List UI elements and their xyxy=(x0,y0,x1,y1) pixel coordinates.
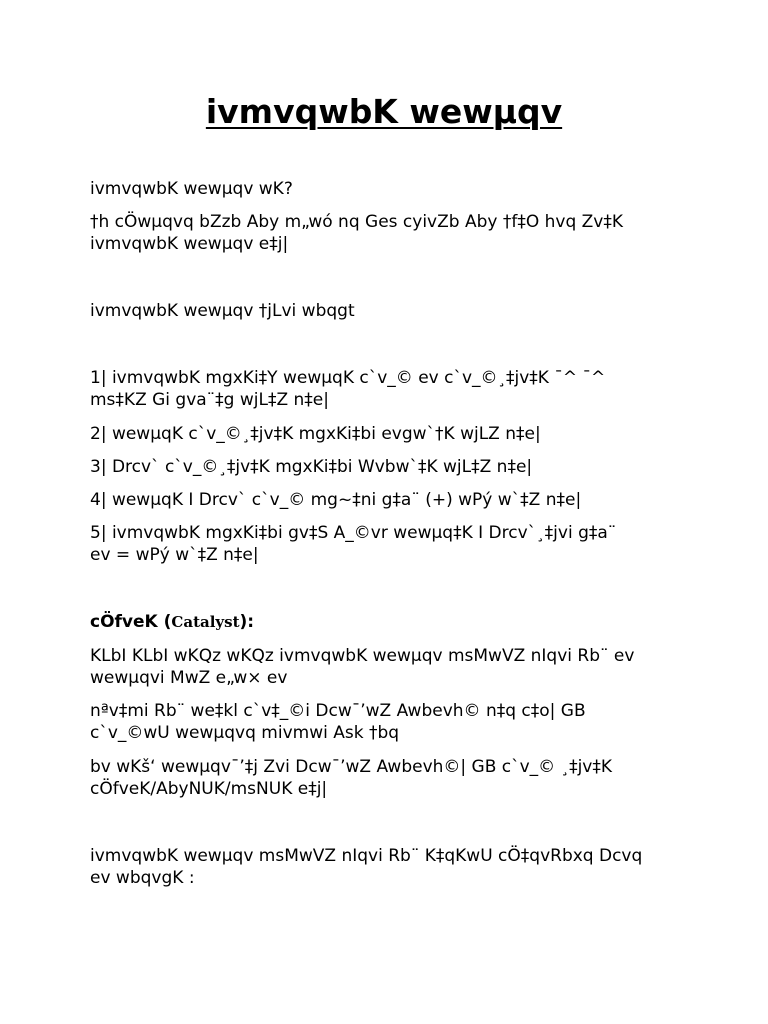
text-line: c`v_©wU wewµqvq mivmwi Ask †bq xyxy=(90,723,400,743)
text-line: wewµqvi MwZ e„w× ev xyxy=(90,668,288,688)
text-line: KLbI KLbI wKQz wKQz ivmvqwbK wewµqv msMwVZ nIqvi Rb¨ ev xyxy=(90,646,635,666)
catalyst-heading-english: Catalyst xyxy=(171,613,240,631)
text-line: 4| wewµqK I Drcv` c`v_© mg~‡ni g‡a¨ (+) wPý w`‡Z n‡e| xyxy=(90,490,582,510)
rule-item-4 xyxy=(90,489,690,511)
text-line: ivmvqwbK wewµqv †jLvi wbqgt xyxy=(90,301,355,321)
text-line: 1| ivmvqwbK mgxKi‡Y wewµqK c`v_© ev c`v_©¸‡jv‡K ¯^ ¯^ xyxy=(90,368,606,388)
text-line: ivmvqwbK wewµqv e‡j| xyxy=(90,234,289,254)
text-line: ev = wPý w`‡Z n‡e| xyxy=(90,545,259,565)
catalyst-heading-suffix: ): xyxy=(239,612,255,632)
text-line: cÖfveK/AbyNUK/msNUK e‡j| xyxy=(90,779,328,799)
conditions-paragraph xyxy=(90,845,690,889)
catalyst-paragraph-2 xyxy=(90,700,690,744)
catalyst-heading-prefix: cÖfveK ( xyxy=(90,612,172,632)
text-line: ivmvqwbK wewµqv msMwVZ nIqvi Rb¨ K‡qKwU cÖ‡qvRbxq Dcvq xyxy=(90,846,643,866)
question-line xyxy=(90,178,690,200)
text-line: 2| wewµqK c`v_©¸‡jv‡K mgxKi‡bi evgw`†K wjLZ n‡e| xyxy=(90,424,541,444)
rule-item-2 xyxy=(90,423,690,445)
text-line: 3| Drcv` c`v_©¸‡jv‡K mgxKi‡bi Wvbw`‡K wjL‡Z n‡e| xyxy=(90,457,533,477)
catalyst-paragraph-3 xyxy=(90,756,690,800)
rule-item-1 xyxy=(90,367,690,411)
text-line: 5| ivmvqwbK mgxKi‡bi gv‡S A_©vr wewµq‡K I Drcv`¸‡jvi g‡a¨ xyxy=(90,523,617,543)
rules-heading xyxy=(90,300,690,322)
page-title: ivmvqwbK wewµqv xyxy=(205,92,563,131)
text-line: nªv‡mi Rb¨ we‡kl c`v‡_©i Dcw¯’wZ Awbevh© n‡q c‡o| GB xyxy=(90,701,586,721)
text-line: ev wbqvgK : xyxy=(90,868,195,888)
rule-item-5 xyxy=(90,522,690,566)
text-line: †h cÖwµqvq bZzb Aby m„wó nq Ges cyivZb Aby †f‡O hvq Zv‡K xyxy=(90,212,623,232)
catalyst-paragraph-1 xyxy=(90,645,690,689)
text-line: bv wKš‘ wewµqv¯’‡j Zvi Dcw¯’wZ Awbevh©| GB c`v_© ¸‡jv‡K xyxy=(90,757,613,777)
rule-item-3 xyxy=(90,456,690,478)
text-line: ms‡KZ Gi gva¨‡g wjL‡Z n‡e| xyxy=(90,390,329,410)
text-line: ivmvqwbK wewµqv wK? xyxy=(90,179,293,199)
catalyst-heading xyxy=(90,611,690,633)
definition-paragraph xyxy=(90,211,690,255)
